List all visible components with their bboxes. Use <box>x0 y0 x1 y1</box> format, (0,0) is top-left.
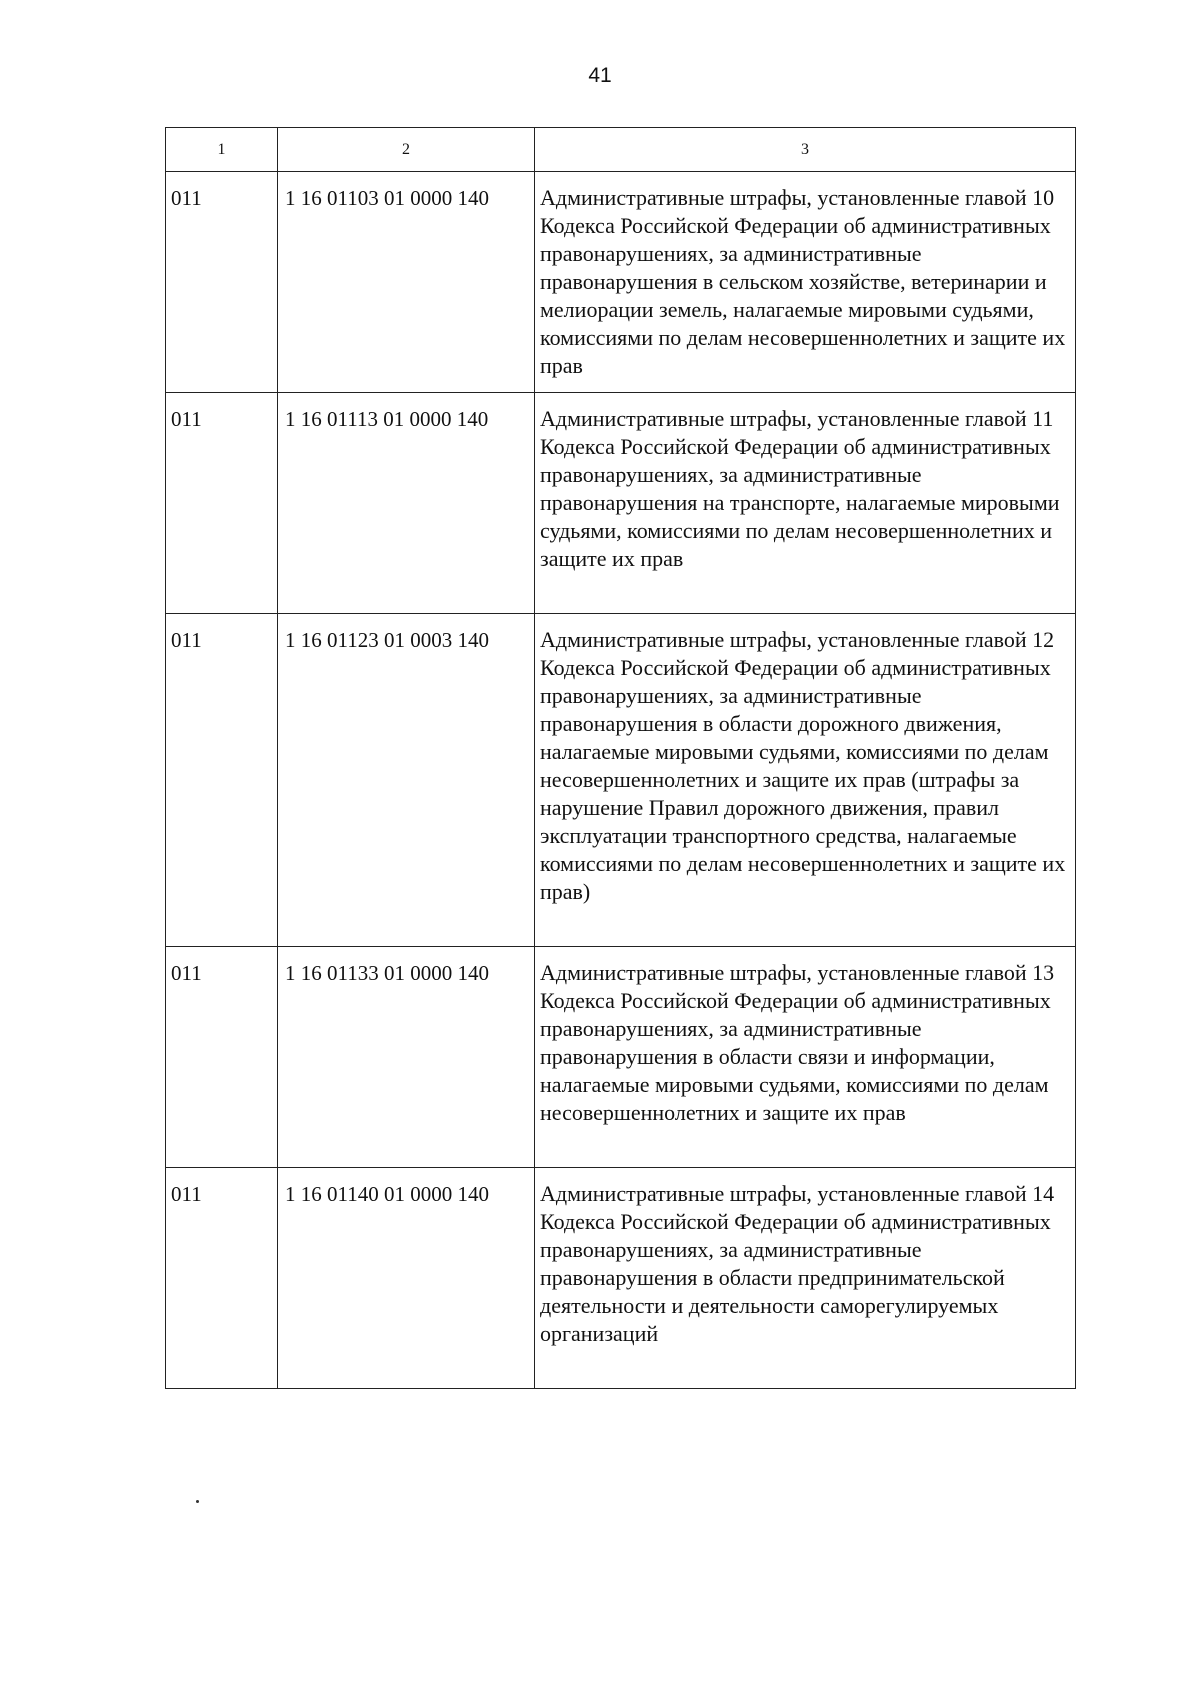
scan-speck <box>196 1500 199 1503</box>
budget-code-cell: 1 16 01140 01 0000 140 <box>278 1168 535 1389</box>
table-row <box>166 172 1076 393</box>
table-header <box>166 128 1076 172</box>
table-row <box>166 614 1076 947</box>
page-number: 41 <box>588 64 612 87</box>
table-body <box>166 172 1076 1389</box>
column-header-3: 3 <box>535 128 1076 172</box>
budget-code-cell: 1 16 01113 01 0000 140 <box>278 393 535 614</box>
description-cell: Административные штрафы, установленные главой 11 Кодекса Российской Федерации об административных правонарушениях, за административные правонарушения на транспорте, налагаемые мировыми судьями, комиссиями по делам несовершеннолетних и защите их прав <box>535 393 1076 614</box>
administrator-code-cell: 011 <box>166 614 278 947</box>
column-header-2: 2 <box>278 128 535 172</box>
budget-code-cell: 1 16 01103 01 0000 140 <box>278 172 535 393</box>
table-header-row <box>166 128 1076 172</box>
administrator-code-cell: 011 <box>166 1168 278 1389</box>
description-cell: Административные штрафы, установленные главой 12 Кодекса Российской Федерации об административных правонарушениях, за административные правонарушения в области дорожного движения, налагаемые мировыми судьями, комиссиями по делам несовершеннолетних и защите их прав (штрафы за нарушение Правил дорожного движения, правил эксплуатации транспортного средства, налагаемые комиссиями по делам несовершеннолетних и защите их прав) <box>535 614 1076 947</box>
table-row <box>166 1168 1076 1389</box>
column-header-1: 1 <box>166 128 278 172</box>
administrator-code-cell: 011 <box>166 947 278 1168</box>
budget-code-cell: 1 16 01123 01 0003 140 <box>278 614 535 947</box>
table-row <box>166 393 1076 614</box>
description-cell: Административные штрафы, установленные главой 13 Кодекса Российской Федерации об административных правонарушениях, за административные правонарушения в области связи и информации, налагаемые мировыми судьями, комиссиями по делам несовершеннолетних и защите их прав <box>535 947 1076 1168</box>
description-cell: Административные штрафы, установленные главой 10 Кодекса Российской Федерации об административных правонарушениях, за административные правонарушения в сельском хозяйстве, ветеринарии и мелиорации земель, налагаемые мировыми судьями, комиссиями по делам несовершеннолетних и защите их прав <box>535 172 1076 393</box>
budget-codes-table <box>165 127 1076 1389</box>
description-cell: Административные штрафы, установленные главой 14 Кодекса Российской Федерации об административных правонарушениях, за административные правонарушения в области предпринимательской деятельности и деятельности саморегулируемых организаций <box>535 1168 1076 1389</box>
budget-code-cell: 1 16 01133 01 0000 140 <box>278 947 535 1168</box>
administrator-code-cell: 011 <box>166 393 278 614</box>
table-row <box>166 947 1076 1168</box>
administrator-code-cell: 011 <box>166 172 278 393</box>
